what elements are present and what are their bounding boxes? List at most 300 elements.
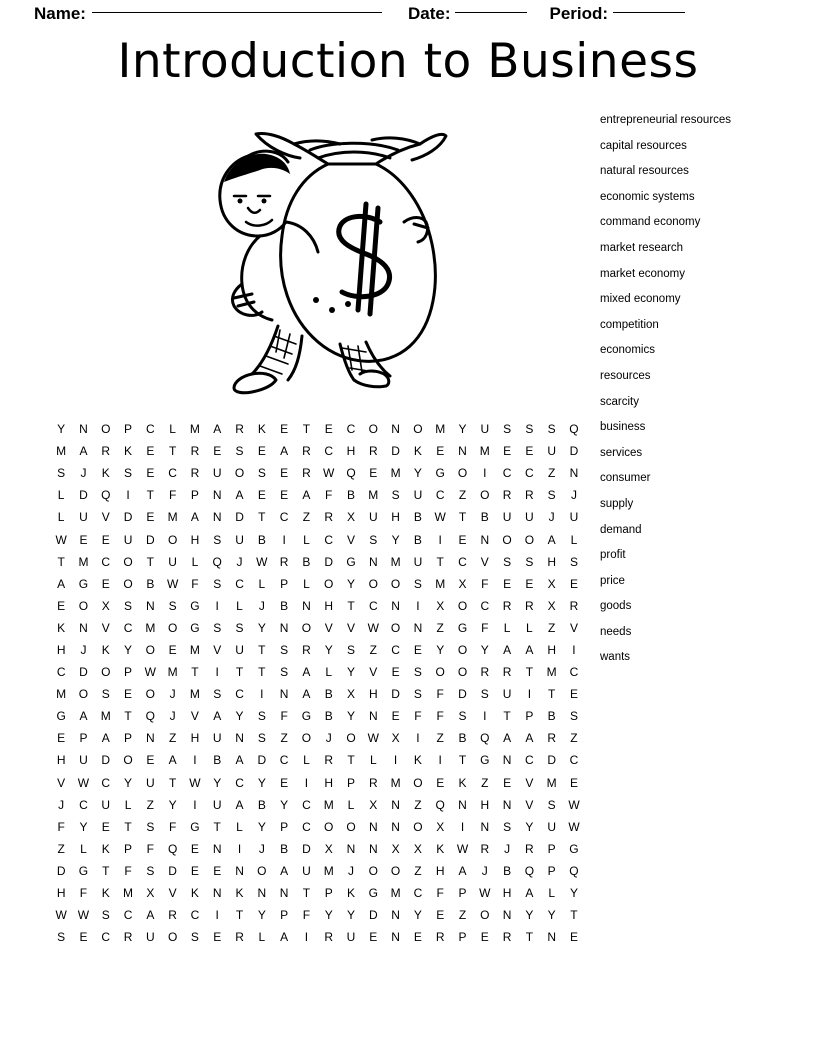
grid-letter[interactable]: N: [391, 930, 400, 945]
grid-letter[interactable]: O: [145, 687, 155, 702]
grid-letter[interactable]: W: [189, 775, 201, 790]
grid-letter[interactable]: A: [79, 444, 88, 459]
grid-letter[interactable]: T: [570, 908, 578, 923]
grid-letter[interactable]: L: [236, 819, 243, 834]
grid-letter[interactable]: U: [547, 819, 557, 834]
grid-letter[interactable]: A: [57, 576, 66, 591]
grid-letter[interactable]: B: [146, 576, 155, 591]
grid-letter[interactable]: K: [190, 886, 199, 901]
grid-letter[interactable]: H: [368, 687, 378, 702]
grid-letter[interactable]: V: [101, 510, 110, 525]
grid-letter[interactable]: B: [347, 488, 356, 503]
grid-letter[interactable]: B: [280, 841, 289, 856]
grid-letter[interactable]: N: [368, 841, 378, 856]
grid-letter[interactable]: N: [413, 620, 423, 635]
grid-letter[interactable]: N: [302, 598, 311, 613]
grid-letter[interactable]: S: [168, 598, 177, 613]
grid-letter[interactable]: H: [56, 886, 66, 901]
grid-letter[interactable]: H: [56, 642, 66, 657]
grid-letter[interactable]: H: [391, 510, 400, 525]
grid-letter[interactable]: O: [390, 620, 401, 635]
grid-letter[interactable]: D: [235, 510, 244, 525]
grid-letter[interactable]: Y: [413, 466, 422, 481]
grid-letter[interactable]: P: [547, 841, 556, 856]
grid-letter[interactable]: S: [213, 620, 222, 635]
grid-letter[interactable]: O: [123, 576, 133, 591]
grid-letter[interactable]: T: [347, 598, 355, 613]
word-list-item[interactable]: profit: [600, 549, 626, 562]
grid-letter[interactable]: T: [168, 444, 177, 459]
grid-letter[interactable]: N: [279, 886, 289, 901]
grid-letter[interactable]: C: [569, 665, 579, 680]
grid-letter[interactable]: O: [368, 422, 378, 437]
grid-letter[interactable]: R: [302, 466, 311, 481]
grid-letter[interactable]: A: [302, 687, 311, 702]
grid-letter[interactable]: T: [258, 510, 266, 525]
grid-letter[interactable]: O: [145, 642, 155, 657]
grid-letter[interactable]: X: [391, 731, 400, 746]
grid-letter[interactable]: E: [79, 532, 88, 547]
grid-letter[interactable]: E: [101, 819, 110, 834]
grid-letter[interactable]: U: [146, 775, 155, 790]
grid-letter[interactable]: S: [525, 554, 534, 569]
grid-letter[interactable]: X: [547, 576, 556, 591]
grid-letter[interactable]: D: [302, 841, 311, 856]
grid-letter[interactable]: U: [212, 731, 222, 746]
name-blank-line[interactable]: [92, 12, 382, 13]
word-list-item[interactable]: market research: [600, 241, 684, 254]
grid-letter[interactable]: X: [413, 841, 422, 856]
grid-letter[interactable]: E: [146, 466, 155, 481]
grid-letter[interactable]: S: [547, 797, 556, 812]
grid-letter[interactable]: D: [547, 753, 557, 768]
grid-letter[interactable]: S: [503, 422, 512, 437]
grid-letter[interactable]: R: [525, 841, 534, 856]
grid-letter[interactable]: K: [257, 422, 266, 437]
grid-letter[interactable]: T: [458, 510, 467, 525]
grid-letter[interactable]: U: [413, 554, 423, 569]
grid-letter[interactable]: E: [436, 775, 445, 790]
grid-letter[interactable]: R: [235, 422, 244, 437]
grid-letter[interactable]: B: [257, 532, 266, 547]
grid-letter[interactable]: L: [570, 532, 578, 547]
grid-letter[interactable]: C: [101, 775, 111, 790]
grid-letter[interactable]: J: [236, 554, 243, 569]
grid-letter[interactable]: G: [301, 709, 312, 724]
grid-letter[interactable]: W: [55, 532, 67, 547]
grid-letter[interactable]: X: [436, 819, 445, 834]
grid-letter[interactable]: D: [79, 665, 88, 680]
word-list-item[interactable]: consumer: [600, 472, 651, 485]
grid-letter[interactable]: G: [78, 863, 89, 878]
grid-letter[interactable]: Z: [57, 841, 65, 856]
grid-letter[interactable]: F: [302, 908, 311, 923]
grid-letter[interactable]: I: [193, 797, 197, 812]
grid-letter[interactable]: O: [324, 576, 334, 591]
grid-letter[interactable]: R: [525, 598, 534, 613]
grid-letter[interactable]: O: [502, 532, 512, 547]
grid-letter[interactable]: Z: [302, 510, 311, 525]
grid-letter[interactable]: L: [303, 532, 310, 547]
grid-letter[interactable]: F: [481, 620, 489, 635]
grid-letter[interactable]: T: [235, 908, 244, 923]
grid-letter[interactable]: T: [503, 709, 511, 724]
grid-letter[interactable]: C: [168, 466, 177, 481]
grid-letter[interactable]: C: [123, 908, 133, 923]
grid-letter[interactable]: N: [346, 841, 356, 856]
grid-letter[interactable]: R: [502, 488, 512, 503]
grid-letter[interactable]: N: [480, 819, 490, 834]
grid-letter[interactable]: Z: [414, 863, 422, 878]
grid-letter[interactable]: J: [325, 731, 332, 746]
grid-letter[interactable]: D: [391, 687, 400, 702]
grid-letter[interactable]: O: [346, 819, 356, 834]
grid-letter[interactable]: U: [413, 488, 423, 503]
grid-letter[interactable]: Q: [346, 466, 356, 481]
grid-letter[interactable]: V: [569, 620, 578, 635]
grid-letter[interactable]: D: [79, 488, 88, 503]
grid-letter[interactable]: N: [502, 908, 512, 923]
grid-letter[interactable]: E: [280, 488, 289, 503]
grid-letter[interactable]: H: [190, 731, 200, 746]
grid-letter[interactable]: U: [346, 930, 356, 945]
grid-letter[interactable]: D: [324, 554, 334, 569]
grid-letter[interactable]: T: [57, 554, 65, 569]
word-list-item[interactable]: competition: [600, 318, 659, 331]
grid-letter[interactable]: O: [390, 576, 401, 591]
grid-letter[interactable]: A: [235, 753, 244, 768]
grid-letter[interactable]: M: [390, 466, 401, 481]
grid-letter[interactable]: C: [346, 422, 356, 437]
grid-letter[interactable]: G: [368, 886, 378, 901]
word-list-item[interactable]: mixed economy: [600, 293, 681, 306]
grid-letter[interactable]: R: [324, 510, 334, 525]
grid-letter[interactable]: Y: [347, 576, 356, 591]
grid-letter[interactable]: Z: [481, 775, 489, 790]
grid-letter[interactable]: Y: [391, 532, 400, 547]
grid-letter[interactable]: G: [78, 576, 89, 591]
grid-letter[interactable]: S: [101, 687, 110, 702]
grid-letter[interactable]: T: [235, 665, 244, 680]
grid-letter[interactable]: N: [235, 863, 244, 878]
grid-letter[interactable]: B: [257, 797, 266, 812]
grid-letter[interactable]: A: [235, 797, 244, 812]
grid-letter[interactable]: R: [569, 598, 579, 613]
grid-letter[interactable]: Q: [101, 488, 111, 503]
grid-letter[interactable]: M: [323, 863, 334, 878]
grid-letter[interactable]: Z: [280, 731, 288, 746]
grid-letter[interactable]: S: [124, 466, 133, 481]
grid-letter[interactable]: L: [347, 797, 355, 812]
grid-letter[interactable]: E: [280, 422, 289, 437]
grid-letter[interactable]: E: [190, 841, 199, 856]
grid-letter[interactable]: A: [458, 863, 467, 878]
grid-letter[interactable]: A: [79, 709, 88, 724]
grid-letter[interactable]: A: [302, 665, 311, 680]
grid-letter[interactable]: T: [124, 709, 132, 724]
grid-letter[interactable]: R: [168, 908, 177, 923]
grid-letter[interactable]: V: [525, 775, 534, 790]
grid-letter[interactable]: O: [457, 665, 468, 680]
grid-letter[interactable]: Y: [280, 797, 289, 812]
grid-letter[interactable]: V: [213, 642, 222, 657]
grid-letter[interactable]: S: [235, 620, 244, 635]
grid-letter[interactable]: A: [101, 731, 110, 746]
grid-letter[interactable]: R: [123, 930, 133, 945]
grid-letter[interactable]: I: [215, 598, 219, 613]
grid-letter[interactable]: N: [212, 841, 222, 856]
grid-letter[interactable]: U: [101, 797, 111, 812]
grid-letter[interactable]: A: [503, 642, 512, 657]
grid-letter[interactable]: O: [368, 863, 378, 878]
grid-letter[interactable]: I: [483, 709, 487, 724]
grid-letter[interactable]: F: [79, 886, 88, 901]
word-list-item[interactable]: market economy: [600, 267, 686, 280]
grid-letter[interactable]: C: [146, 422, 155, 437]
grid-letter[interactable]: V: [347, 532, 356, 547]
grid-letter[interactable]: Y: [458, 422, 467, 437]
grid-letter[interactable]: A: [525, 886, 534, 901]
grid-letter[interactable]: O: [524, 532, 535, 547]
grid-letter[interactable]: E: [257, 444, 266, 459]
grid-letter[interactable]: R: [302, 642, 311, 657]
grid-letter[interactable]: C: [525, 466, 534, 481]
grid-letter[interactable]: X: [347, 510, 356, 525]
grid-letter[interactable]: P: [79, 731, 88, 746]
grid-letter[interactable]: E: [324, 422, 333, 437]
grid-letter[interactable]: K: [101, 466, 110, 481]
grid-letter[interactable]: I: [438, 753, 442, 768]
grid-letter[interactable]: S: [146, 819, 155, 834]
grid-letter[interactable]: C: [235, 687, 244, 702]
grid-letter[interactable]: M: [167, 665, 178, 680]
grid-letter[interactable]: L: [325, 665, 333, 680]
grid-letter[interactable]: K: [235, 886, 244, 901]
grid-letter[interactable]: T: [258, 642, 266, 657]
grid-letter[interactable]: S: [213, 532, 222, 547]
grid-letter[interactable]: N: [368, 554, 378, 569]
grid-letter[interactable]: B: [324, 687, 333, 702]
grid-letter[interactable]: U: [212, 797, 222, 812]
grid-letter[interactable]: O: [390, 863, 401, 878]
grid-letter[interactable]: Y: [57, 422, 66, 437]
grid-letter[interactable]: S: [391, 488, 400, 503]
grid-letter[interactable]: E: [503, 775, 512, 790]
grid-letter[interactable]: Y: [168, 797, 177, 812]
grid-letter[interactable]: S: [280, 642, 289, 657]
grid-letter[interactable]: N: [368, 709, 378, 724]
grid-letter[interactable]: N: [391, 819, 400, 834]
grid-letter[interactable]: H: [547, 642, 557, 657]
word-list-item[interactable]: entrepreneurial resources: [600, 114, 732, 126]
grid-letter[interactable]: Y: [213, 775, 222, 790]
grid-letter[interactable]: U: [547, 444, 557, 459]
grid-letter[interactable]: Z: [414, 797, 422, 812]
grid-letter[interactable]: A: [235, 488, 244, 503]
grid-letter[interactable]: C: [79, 797, 88, 812]
grid-letter[interactable]: E: [190, 863, 199, 878]
grid-letter[interactable]: I: [527, 687, 532, 702]
grid-letter[interactable]: L: [526, 620, 533, 635]
grid-letter[interactable]: J: [80, 642, 87, 657]
grid-letter[interactable]: N: [79, 620, 88, 635]
grid-letter[interactable]: P: [124, 665, 133, 680]
grid-letter[interactable]: I: [438, 532, 442, 547]
grid-letter[interactable]: Y: [257, 620, 266, 635]
grid-letter[interactable]: L: [303, 576, 310, 591]
grid-letter[interactable]: S: [458, 709, 467, 724]
grid-letter[interactable]: U: [79, 510, 88, 525]
grid-letter[interactable]: S: [257, 709, 266, 724]
grid-letter[interactable]: X: [436, 598, 445, 613]
period-blank-line[interactable]: [613, 12, 685, 13]
grid-letter[interactable]: Q: [167, 841, 178, 856]
grid-letter[interactable]: R: [368, 444, 378, 459]
grid-letter[interactable]: C: [569, 753, 579, 768]
grid-letter[interactable]: I: [460, 819, 465, 834]
grid-letter[interactable]: E: [101, 532, 110, 547]
grid-letter[interactable]: U: [502, 510, 512, 525]
grid-letter[interactable]: N: [391, 422, 400, 437]
grid-letter[interactable]: Z: [436, 731, 444, 746]
grid-letter[interactable]: E: [480, 930, 489, 945]
grid-letter[interactable]: S: [569, 554, 578, 569]
grid-letter[interactable]: M: [435, 422, 446, 437]
grid-letter[interactable]: E: [436, 908, 445, 923]
grid-letter[interactable]: F: [436, 709, 444, 724]
grid-letter[interactable]: A: [547, 532, 556, 547]
grid-letter[interactable]: L: [80, 841, 87, 856]
grid-letter[interactable]: M: [123, 886, 134, 901]
grid-letter[interactable]: B: [213, 753, 222, 768]
grid-letter[interactable]: A: [302, 488, 311, 503]
grid-letter[interactable]: W: [77, 775, 90, 790]
grid-letter[interactable]: C: [324, 444, 334, 459]
grid-letter[interactable]: E: [569, 687, 578, 702]
grid-letter[interactable]: C: [235, 576, 244, 591]
grid-letter[interactable]: W: [323, 466, 335, 481]
grid-letter[interactable]: S: [146, 863, 155, 878]
grid-letter[interactable]: V: [480, 554, 489, 569]
grid-letter[interactable]: R: [502, 665, 512, 680]
grid-letter[interactable]: E: [369, 466, 378, 481]
grid-letter[interactable]: S: [57, 466, 66, 481]
grid-letter[interactable]: M: [78, 554, 89, 569]
grid-letter[interactable]: M: [390, 775, 401, 790]
grid-letter[interactable]: R: [302, 444, 311, 459]
grid-letter[interactable]: I: [126, 488, 130, 503]
grid-letter[interactable]: J: [169, 709, 176, 724]
grid-letter[interactable]: U: [235, 532, 244, 547]
grid-letter[interactable]: H: [435, 863, 445, 878]
grid-letter[interactable]: U: [502, 687, 512, 702]
grid-letter[interactable]: L: [548, 886, 556, 901]
grid-letter[interactable]: O: [78, 598, 89, 613]
grid-letter[interactable]: E: [413, 642, 422, 657]
grid-letter[interactable]: Y: [413, 908, 422, 923]
grid-letter[interactable]: U: [569, 510, 579, 525]
grid-letter[interactable]: Z: [570, 731, 578, 746]
grid-letter[interactable]: H: [324, 775, 334, 790]
grid-letter[interactable]: M: [189, 422, 200, 437]
grid-letter[interactable]: O: [368, 576, 378, 591]
grid-letter[interactable]: S: [413, 576, 422, 591]
grid-letter[interactable]: C: [302, 819, 311, 834]
grid-letter[interactable]: D: [146, 532, 155, 547]
grid-letter[interactable]: T: [436, 554, 444, 569]
grid-letter[interactable]: Y: [235, 709, 244, 724]
grid-letter[interactable]: O: [413, 819, 423, 834]
grid-letter[interactable]: T: [258, 665, 266, 680]
grid-letter[interactable]: C: [302, 797, 311, 812]
word-list-item[interactable]: capital resources: [600, 139, 687, 152]
grid-letter[interactable]: G: [346, 554, 356, 569]
grid-letter[interactable]: H: [502, 886, 512, 901]
grid-letter[interactable]: M: [56, 687, 67, 702]
grid-letter[interactable]: H: [346, 444, 356, 459]
grid-letter[interactable]: T: [548, 687, 556, 702]
grid-letter[interactable]: A: [190, 510, 199, 525]
grid-letter[interactable]: Q: [212, 554, 222, 569]
grid-letter[interactable]: P: [280, 819, 289, 834]
grid-letter[interactable]: W: [77, 908, 90, 923]
grid-letter[interactable]: R: [480, 841, 490, 856]
grid-letter[interactable]: O: [78, 687, 89, 702]
grid-letter[interactable]: E: [213, 930, 222, 945]
grid-letter[interactable]: L: [303, 753, 310, 768]
grid-letter[interactable]: P: [324, 886, 333, 901]
word-list-item[interactable]: price: [600, 574, 625, 587]
grid-letter[interactable]: S: [503, 819, 512, 834]
grid-letter[interactable]: D: [101, 753, 111, 768]
grid-letter[interactable]: W: [568, 797, 580, 812]
grid-letter[interactable]: B: [547, 709, 556, 724]
grid-letter[interactable]: L: [57, 510, 65, 525]
grid-letter[interactable]: Z: [458, 488, 467, 503]
grid-letter[interactable]: K: [101, 886, 110, 901]
grid-letter[interactable]: F: [481, 576, 489, 591]
grid-letter[interactable]: O: [234, 466, 245, 481]
grid-letter[interactable]: R: [502, 598, 512, 613]
grid-letter[interactable]: C: [413, 886, 423, 901]
grid-letter[interactable]: F: [436, 886, 444, 901]
grid-letter[interactable]: I: [215, 908, 219, 923]
grid-letter[interactable]: S: [369, 532, 378, 547]
grid-letter[interactable]: X: [547, 598, 556, 613]
grid-letter[interactable]: Y: [324, 908, 333, 923]
grid-letter[interactable]: S: [547, 422, 556, 437]
grid-letter[interactable]: S: [413, 687, 422, 702]
grid-letter[interactable]: X: [101, 598, 110, 613]
grid-letter[interactable]: L: [57, 488, 65, 503]
word-list-item[interactable]: supply: [600, 497, 634, 510]
grid-letter[interactable]: T: [168, 775, 177, 790]
grid-letter[interactable]: P: [124, 841, 133, 856]
grid-letter[interactable]: M: [189, 687, 200, 702]
grid-letter[interactable]: R: [101, 444, 111, 459]
grid-letter[interactable]: J: [548, 510, 555, 525]
grid-letter[interactable]: N: [458, 444, 467, 459]
grid-letter[interactable]: E: [569, 930, 578, 945]
grid-letter[interactable]: N: [146, 598, 155, 613]
grid-letter[interactable]: X: [369, 797, 378, 812]
grid-letter[interactable]: S: [257, 731, 266, 746]
grid-letter[interactable]: W: [144, 665, 156, 680]
grid-letter[interactable]: G: [569, 841, 579, 856]
grid-letter[interactable]: W: [367, 731, 379, 746]
grid-letter[interactable]: A: [503, 731, 512, 746]
grid-letter[interactable]: C: [235, 775, 244, 790]
